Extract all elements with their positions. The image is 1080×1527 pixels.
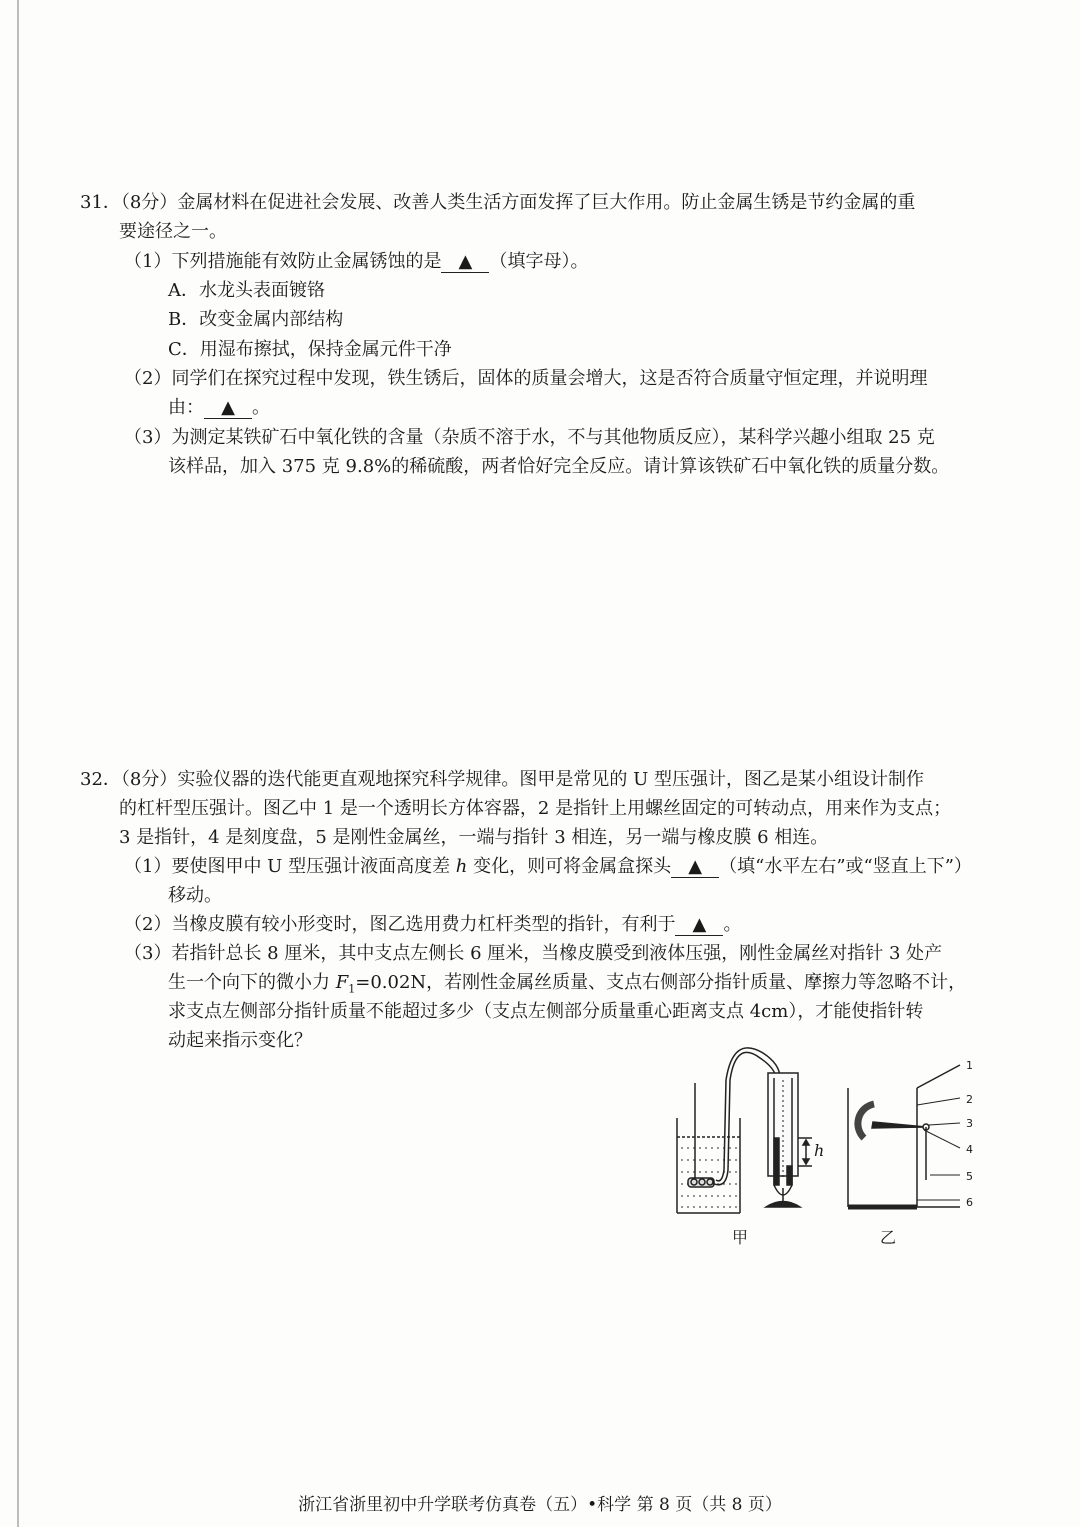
part-label-2: 2 <box>966 1093 973 1106</box>
part-label-3: 3 <box>966 1117 973 1130</box>
q32-sub1-line2: 移动。 <box>168 885 222 906</box>
q32-sub3-text2: =0.02N，若刚性金属丝质量、支点右侧部分指针质量、摩擦力等忽略不计， <box>355 972 967 993</box>
answer-blank[interactable]: ▲ <box>204 398 252 419</box>
q32-sub1-text2: 变化，则可将金属盒探头 <box>467 856 672 877</box>
q31-sub3-line2: 该样品，加入 375 克 9.8%的稀硫酸，两者恰好完全反应。请计算该铁矿石中氧化铁的质量分数。 <box>168 456 950 477</box>
part-label-5: 5 <box>966 1170 973 1183</box>
q32-stem-line1: 32．（8分）实验仪器的迭代能更直观地探究科学规律。图甲是常见的 U 型压强计，图乙是某小组设计制作 <box>80 769 924 790</box>
height-label: h <box>814 1141 825 1160</box>
figure-label-jia: 甲 <box>732 1228 749 1247</box>
q31-sub3-line1: （3）为测定某铁矿石中氧化铁的含量（杂质不溶于水，不与其他物质反应），某科学兴趣小组取 25 克 <box>124 427 935 448</box>
page-footer: 浙江省浙里初中升学联考仿真卷（五）•科学 第 8 页（共 8 页） <box>298 1495 782 1515</box>
variable-f: F <box>335 972 349 993</box>
answer-blank[interactable]: ▲ <box>675 915 723 936</box>
part-label-6: 6 <box>966 1196 973 1209</box>
part-label-4: 4 <box>966 1143 973 1156</box>
q31-sub1-tail: （填字母）。 <box>489 251 589 272</box>
q31-stem-line1: 31．（8分）金属材料在促进社会发展、改善人类生活方面发挥了巨大作用。防止金属生锈是节约金属的重 <box>80 192 916 213</box>
q32-sub3-text: 生一个向下的微小力 <box>168 972 336 993</box>
scale-dial <box>858 1104 874 1138</box>
variable-h: h <box>455 856 468 877</box>
rubber-tube <box>712 1052 776 1184</box>
variable-f-subscript: 1 <box>348 982 356 996</box>
q31-option-a: A．水龙头表面镀铬 <box>168 280 325 301</box>
q31-sub2-text: 由： <box>168 397 204 418</box>
answer-blank[interactable]: ▲ <box>441 252 489 273</box>
q32-sub3-line4: 动起来指示变化？ <box>168 1030 312 1051</box>
q31-sub1-text: （1）下列措施能有效防止金属锈蚀的是 <box>124 251 442 272</box>
q32-stem-line3: 3 是指针，4 是刻度盘，5 是刚性金属丝，一端与指针 3 相连，另一端与橡皮膜 6 相连。 <box>119 827 829 848</box>
beaker <box>677 1118 740 1213</box>
q31-option-b: B．改变金属内部结构 <box>168 309 344 330</box>
part-label-1: 1 <box>966 1059 973 1072</box>
height-difference-arrow <box>798 1138 812 1166</box>
q31-stem-line2: 要途径之一。 <box>119 221 227 242</box>
figure-label-yi: 乙 <box>880 1228 897 1247</box>
q31-option-c: C．用湿布擦拭，保持金属元件干净 <box>168 339 452 360</box>
q32-sub3-line1: （3）若指针总长 8 厘米，其中支点左侧长 6 厘米，当橡皮膜受到液体压强，刚性金属丝对指针 3 处产 <box>124 943 943 964</box>
q31-sub2-line1: （2）同学们在探究过程中发现，铁生锈后，固体的质量会增大，这是否符合质量守恒定理，并说明理 <box>124 368 928 389</box>
q32-stem-line2: 的杠杆型压强计。图乙中 1 是一个透明长方体容器，2 是指针上用螺丝固定的可转动点，用来作为支点； <box>119 798 952 819</box>
q32-sub2-text: （2）当橡皮膜有较小形变时，图乙选用费力杠杆类型的指针，有利于 <box>124 914 676 935</box>
q31-sub2-tail: 。 <box>252 397 270 418</box>
pointer-needle <box>872 1122 929 1180</box>
q32-sub2-tail: 。 <box>723 914 742 935</box>
q32-sub3-line3: 求支点左侧部分指针质量不能超过多少（支点左侧部分质量重心距离支点 4cm），才能使指针转 <box>168 1001 924 1022</box>
u-tube <box>766 1073 800 1207</box>
q32-sub1-text: （1）要使图甲中 U 型压强计液面高度差 <box>124 856 456 877</box>
leader-lines <box>917 1098 960 1200</box>
answer-blank[interactable]: ▲ <box>671 857 719 878</box>
q32-sub1-hint: （填“水平左右”或“竖直上下”） <box>719 856 972 877</box>
